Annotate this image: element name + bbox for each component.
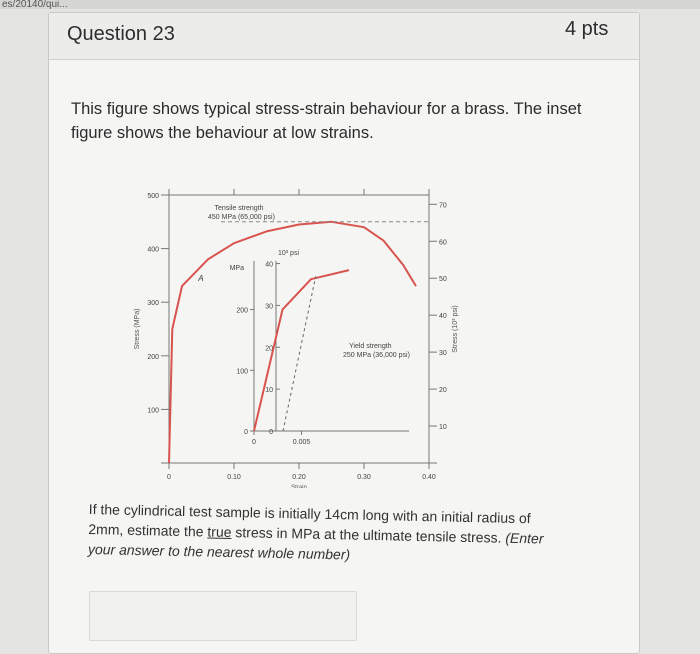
inset-x-tick-label: 0.005 bbox=[292, 439, 311, 446]
y2-tick-label: 40 bbox=[439, 313, 447, 321]
inset-y-units: MPa bbox=[229, 265, 244, 273]
question-header bbox=[49, 13, 639, 60]
inset-y-tick-label: 100 bbox=[236, 368, 248, 376]
x-axis-label: Strain bbox=[291, 485, 307, 488]
instructions-underlined: true bbox=[207, 523, 232, 540]
question-card bbox=[48, 12, 640, 654]
x-tick-label: 0.30 bbox=[357, 474, 371, 481]
y-tick-label: 500 bbox=[147, 193, 159, 200]
x-tick-label: 0 bbox=[167, 474, 171, 481]
tensile-strength-value: 450 MPa (65,000 psi) bbox=[208, 213, 275, 221]
y-tick-label: 200 bbox=[147, 353, 159, 361]
instructions-text-2: stress in MPa at the ultimate tensile stress. bbox=[231, 523, 506, 546]
y2-axis-label: Stress (10³ psi) bbox=[452, 305, 459, 353]
question-title: Question 23 bbox=[67, 23, 175, 45]
instructions-text-1: If the cylindrical test sample is initially 14cm long with an initial radius of 2mm, estimate the bbox=[88, 500, 531, 540]
yield-strength-label: Yield strength bbox=[349, 343, 392, 350]
stress-strain-chart bbox=[109, 173, 469, 488]
inset-y2-tick-label: 10 bbox=[265, 387, 273, 395]
x-tick-label: 0.20 bbox=[292, 474, 306, 481]
inset-y-tick-label: 200 bbox=[236, 307, 248, 315]
offset-dashed-line bbox=[283, 276, 316, 431]
y2-tick-label: 70 bbox=[439, 202, 447, 210]
x-tick-label: 0.40 bbox=[422, 474, 436, 481]
y2-tick-label: 60 bbox=[439, 239, 447, 247]
y2-tick-label: 20 bbox=[439, 387, 447, 395]
y-tick-label: 100 bbox=[147, 407, 159, 415]
question-points: 4 pts bbox=[565, 18, 609, 40]
y-tick-label: 400 bbox=[147, 246, 159, 254]
inset-y2-tick-label: 40 bbox=[265, 261, 273, 269]
inset-x-tick-label: 0 bbox=[252, 439, 256, 446]
inset-y2-tick-label: 0 bbox=[269, 429, 273, 436]
inset-y2-tick-label: 30 bbox=[265, 303, 273, 311]
y-tick-label: 300 bbox=[147, 300, 159, 308]
x-tick-label: 0.10 bbox=[227, 474, 241, 481]
plot-frame bbox=[169, 195, 429, 463]
y2-tick-label: 10 bbox=[439, 424, 447, 432]
question-text: This figure shows typical stress-strain behaviour for a brass. The inset figure shows the behaviour at low strains. bbox=[71, 100, 582, 142]
inset-y2-units: 10³ psi bbox=[278, 250, 300, 257]
yield-strength-value: 250 MPa (36,000 psi) bbox=[343, 352, 410, 359]
inset-y-tick-label: 0 bbox=[244, 429, 248, 436]
browser-top-strip: es/20140/qui... bbox=[0, 0, 700, 9]
question-instructions bbox=[88, 499, 549, 569]
answer-input[interactable] bbox=[89, 591, 357, 641]
point-a-label: A bbox=[198, 273, 204, 283]
stress-strain-figure bbox=[109, 173, 469, 488]
y2-tick-label: 50 bbox=[439, 276, 447, 284]
instructions-italic: (Enter your answer to the nearest whole number) bbox=[87, 529, 544, 563]
tensile-strength-label: Tensile strength bbox=[214, 204, 264, 212]
inset-y2-tick-label: 20 bbox=[265, 345, 273, 353]
y2-tick-label: 30 bbox=[439, 350, 447, 358]
y-axis-label: Stress (MPa) bbox=[134, 308, 141, 350]
